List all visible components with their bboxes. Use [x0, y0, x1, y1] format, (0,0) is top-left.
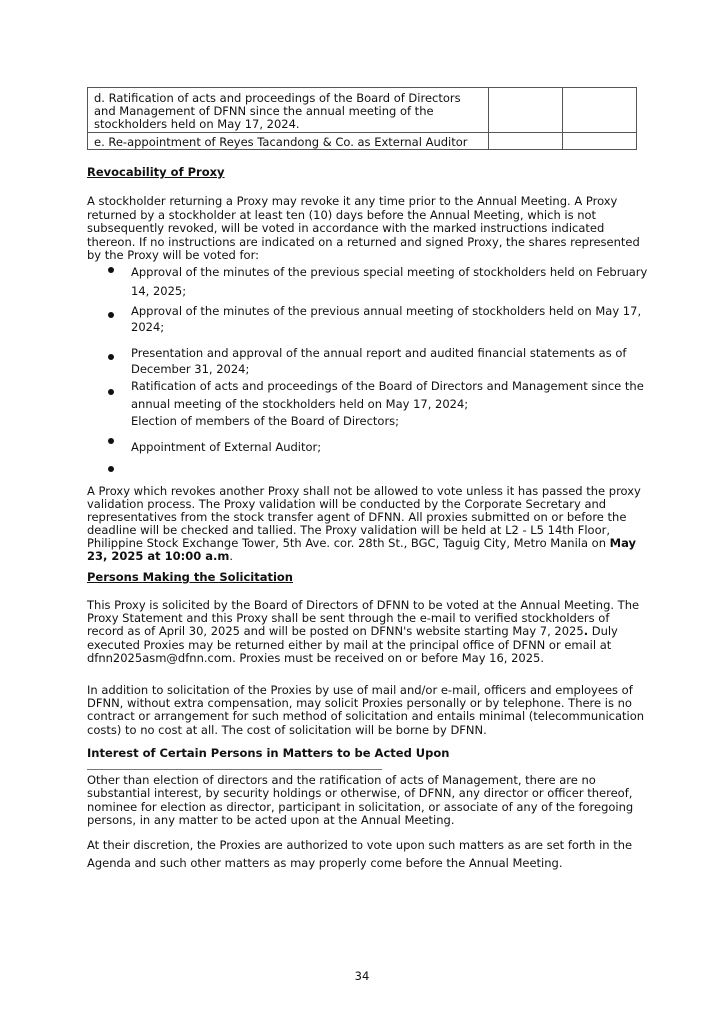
bullet-icon [108, 267, 114, 273]
list-item: Ratification of acts and proceedings of the Board of Directors and Management since the annual meeting of the stockholders held on May 17, 2024; [87, 377, 652, 413]
validation-date: May 23, 2025 at 10:00 a.m [87, 536, 636, 563]
paragraph: In addition to solicitation of the Proxies by use of mail and/or e-mail, officers and employees of DFNN, without extra compensation, may solicit Proxies personally or by telephone. There is no contract or arrangement for such method of solicitation and entails minimal (telecommunication costs) to no cost at all. The cost of solicitation will be borne by DFNN. [87, 683, 645, 737]
agenda-item-cell: d. Ratification of acts and proceedings of the Board of Directors and Management of DFNN since the annual meeting of the stockholders held on May 17, 2024. [88, 88, 489, 133]
list-item: Approval of the minutes of the previous annual meeting of stockholders held on May 17, 2024; [87, 303, 652, 335]
list-item: Election of members of the Board of Directors; [87, 413, 652, 429]
bullet-icon [108, 466, 114, 472]
section-heading: Persons Making the Solicitation [87, 570, 293, 584]
table-row [88, 88, 637, 133]
bullet-list [87, 263, 652, 455]
vote-cell [489, 133, 563, 150]
validation-paragraph: A Proxy which revokes another Proxy shall not be allowed to vote unless it has passed the proxy validation process. The Proxy validation will be conducted by the Corporate Secretary and representatives from the stock transfer agent of DFNN. All proxies submitted on or before the deadline will be checked and tallied. The Proxy validation will be held at L2 - L5 14th Floor, Philippine Stock Exchange Tower, 5th Ave. cor. 28th St., BGC, Taguig City, Metro Manila on May 23, 2025 at 10:00 a.m. [87, 484, 641, 563]
list-item: Presentation and approval of the annual report and audited financial statements as of December 31, 2024; [87, 345, 652, 377]
vote-cell [563, 88, 637, 133]
section-heading: Interest of Certain Persons in Matters to be Acted Upon [87, 746, 450, 760]
heading-rule [87, 769, 382, 770]
agenda-table [87, 87, 637, 150]
paragraph: This Proxy is solicited by the Board of Directors of DFNN to be voted at the Annual Meeting. The Proxy Statement and this Proxy shall be sent through the e-mail to verified stockholders of record as of April 30, 2025 and will be posted on DFNN's website starting May 7, 2025. Duly executed Proxies may be returned either by mail at the principal office of DFNN or email at dfnn2025asm@dfnn.com. Proxies must be received on or before May 16, 2025. [87, 598, 640, 665]
list-item: Appointment of External Auditor; [87, 439, 652, 455]
paragraph: At their discretion, the Proxies are authorized to vote upon such matters as are set forth in the Agenda and such other matters as may properly come before the Annual Meeting. [87, 838, 633, 870]
page-number: 34 [354, 969, 370, 983]
bullet-icon [108, 389, 114, 395]
vote-cell [563, 133, 637, 150]
paragraph: A stockholder returning a Proxy may revoke it any time prior to the Annual Meeting. A Proxy returned by a stockholder at least ten (10) days before the Annual Meeting, which is not subsequently revoked, will be voted in accordance with the marked instructions indicated thereon. If no instructions are indicated on a returned and signed Proxy, the shares represented by the Proxy will be voted for: [87, 194, 640, 263]
paragraph: Other than election of directors and the ratification of acts of Management, there are no substantial interest, by security holdings or otherwise, of DFNN, any director or officer thereof, nominee for election as director, participant in solicitation, or associate of any of the foregoing persons, in any matter to be acted upon at the Annual Meeting. [87, 773, 634, 828]
vote-cell [489, 88, 563, 133]
agenda-item-cell: e. Re-appointment of Reyes Tacandong & Co. as External Auditor [88, 133, 489, 150]
bullet-icon [108, 354, 114, 360]
section-heading: Revocability of Proxy [87, 165, 225, 179]
list-item: Approval of the minutes of the previous special meeting of stockholders held on February 14, 2025; [87, 263, 652, 301]
table-row [88, 133, 637, 150]
bullet-icon [108, 312, 114, 318]
